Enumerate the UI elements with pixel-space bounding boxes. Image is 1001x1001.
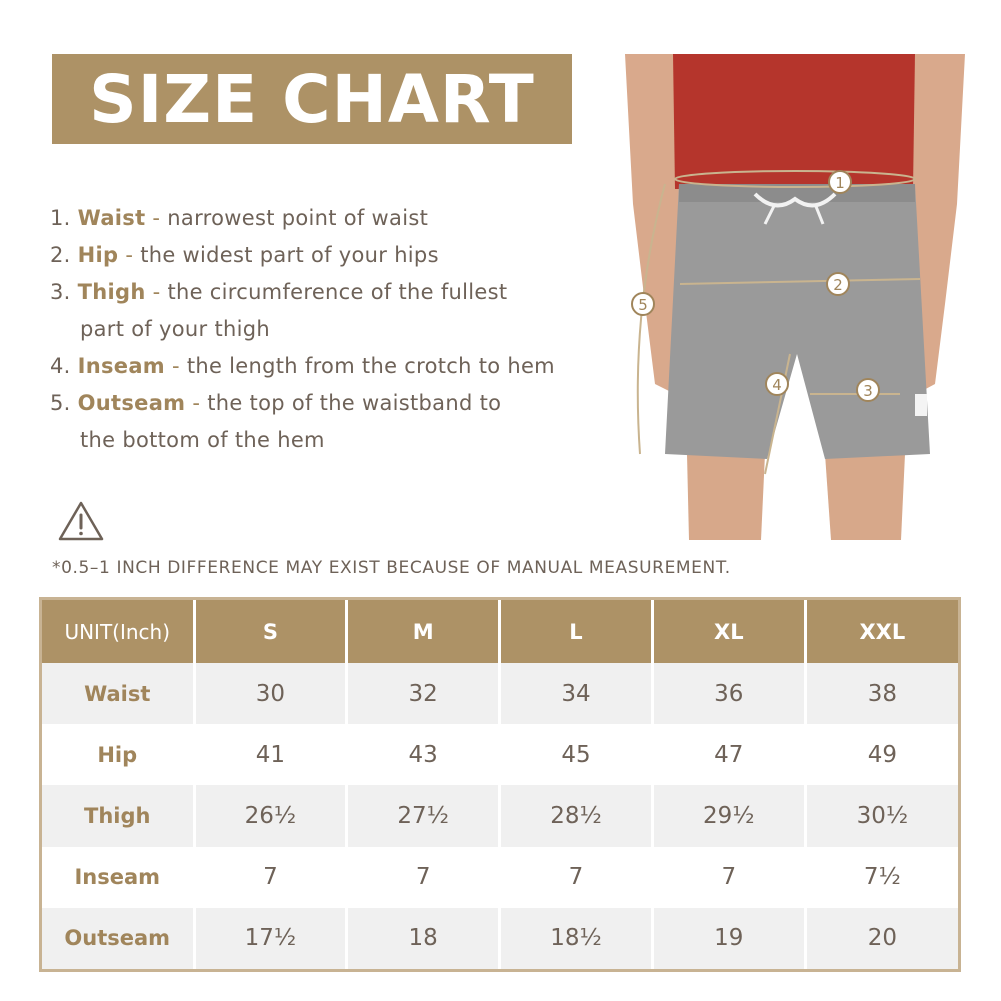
header-size-xl: XL	[652, 600, 805, 663]
table-cell: 28½	[500, 785, 653, 846]
page-title: SIZE CHART	[89, 60, 535, 138]
table-cell: 7	[347, 847, 500, 908]
table-cell: 19	[652, 908, 805, 969]
table-cell: 26½	[194, 785, 347, 846]
marker-3	[857, 379, 879, 401]
row-label: Thigh	[42, 785, 194, 846]
table-cell: 43	[347, 724, 500, 785]
table-cell: 32	[347, 663, 500, 724]
table-header-row	[42, 600, 958, 663]
row-label: Hip	[42, 724, 194, 785]
table-row-outseam	[42, 908, 958, 969]
row-label: Outseam	[42, 908, 194, 969]
marker-4	[766, 373, 788, 395]
header-size-xxl: XXL	[805, 600, 958, 663]
table-cell: 30½	[805, 785, 958, 846]
title-banner	[52, 54, 572, 144]
header-size-s: S	[194, 600, 347, 663]
table-cell: 18½	[500, 908, 653, 969]
table-row-thigh	[42, 785, 958, 846]
row-label: Inseam	[42, 847, 194, 908]
table-cell: 34	[500, 663, 653, 724]
table-row-waist	[42, 663, 958, 724]
definition-thigh: 3. Thigh - the circumference of the fullest	[50, 280, 508, 304]
svg-text:3: 3	[863, 382, 873, 400]
definition-inseam: 4. Inseam - the length from the crotch to hem	[50, 354, 555, 378]
table-cell: 7	[652, 847, 805, 908]
table-cell: 45	[500, 724, 653, 785]
svg-text:4: 4	[772, 376, 782, 394]
table-cell: 20	[805, 908, 958, 969]
svg-text:5: 5	[638, 296, 648, 314]
measurement-note: *0.5–1 INCH DIFFERENCE MAY EXIST BECAUSE OF MANUAL MEASUREMENT.	[52, 558, 731, 578]
table-cell: 7	[194, 847, 347, 908]
table-cell: 29½	[652, 785, 805, 846]
table-cell: 38	[805, 663, 958, 724]
definition-outseam-continued: the bottom of the hem	[80, 428, 325, 452]
header-size-l: L	[500, 600, 653, 663]
table-cell: 47	[652, 724, 805, 785]
size-table	[39, 597, 961, 972]
row-label: Waist	[42, 663, 194, 724]
measurement-definitions	[50, 200, 620, 459]
model-photo	[625, 54, 965, 540]
definition-outseam: 5. Outseam - the top of the waistband to	[50, 391, 502, 415]
table-cell: 49	[805, 724, 958, 785]
definition-thigh-continued: part of your thigh	[80, 317, 270, 341]
header-unit: UNIT(Inch)	[42, 600, 194, 663]
definition-hip: 2. Hip - the widest part of your hips	[50, 243, 439, 267]
table-cell: 17½	[194, 908, 347, 969]
table-cell: 41	[194, 724, 347, 785]
marker-2	[827, 273, 849, 295]
marker-1	[829, 171, 851, 193]
svg-text:1: 1	[835, 174, 845, 192]
table-row-hip	[42, 724, 958, 785]
table-cell: 7	[500, 847, 653, 908]
svg-text:2: 2	[833, 276, 843, 294]
warning-icon	[58, 500, 104, 542]
table-cell: 7½	[805, 847, 958, 908]
table-cell: 27½	[347, 785, 500, 846]
table-row-inseam	[42, 847, 958, 908]
table-cell: 18	[347, 908, 500, 969]
table-cell: 36	[652, 663, 805, 724]
definition-waist: 1. Waist - narrowest point of waist	[50, 206, 429, 230]
header-size-m: M	[347, 600, 500, 663]
table-cell: 30	[194, 663, 347, 724]
marker-5	[632, 293, 654, 315]
